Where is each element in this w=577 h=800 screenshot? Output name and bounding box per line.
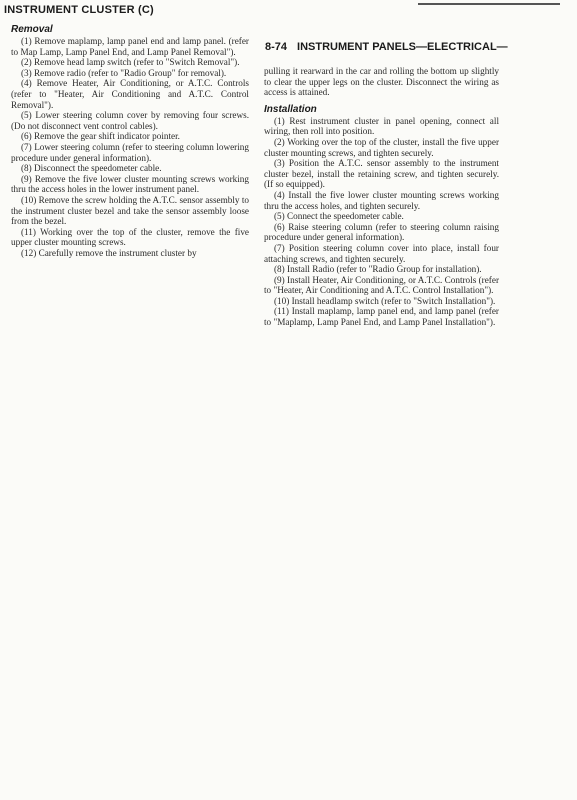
installation-step: (9) Install Heater, Air Conditioning, or A.T.C. Controls (refer to "Heater, Air Conditioning and A.T.C. Control Installation"). xyxy=(264,274,499,296)
installation-step: (8) Install Radio (refer to "Radio Group for installation). xyxy=(274,264,482,275)
removal-step: (9) Remove the five lower cluster mounting screws working thru the access holes in the lower instrument panel. xyxy=(11,173,249,195)
installation-step: (7) Position steering column cover into place, install four attaching screws, and tighten securely. xyxy=(264,242,499,264)
removal-step: (1) Remove maplamp, lamp panel end and lamp panel. (refer to Map Lamp, Lamp Panel End, and Lamp Panel Removal"). xyxy=(11,36,249,57)
installation-step: (6) Raise steering column (refer to steering column raising procedure under general information). xyxy=(264,221,499,243)
left-column xyxy=(11,24,249,258)
installation-step: (3) Position the A.T.C. sensor assembly to the instrument cluster bezel, install the retaining screw, and tighten securely. (If so equipped). xyxy=(264,158,499,190)
removal-step: (3) Remove radio (refer to "Radio Group" for removal). xyxy=(21,67,227,78)
installation-heading: Installation xyxy=(264,103,317,115)
top-rule xyxy=(418,3,560,5)
right-column xyxy=(264,66,499,328)
removal-step: (8) Disconnect the speedometer cable. xyxy=(21,163,162,174)
removal-step: (6) Remove the gear shift indicator pointer. xyxy=(21,131,180,142)
removal-step: (2) Remove head lamp switch (refer to "Switch Removal"). xyxy=(21,57,240,68)
removal-continuation: pulling it rearward in the car and rolling the bottom up slightly to clear the upper legs on the cluster. Disconnect the wiring as access is attained. xyxy=(264,66,499,98)
installation-step: (10) Install headlamp switch (refer to "Switch Installation"). xyxy=(274,295,496,306)
removal-step: (11) Working over the top of the cluster, remove the five upper cluster mounting screws. xyxy=(11,226,249,248)
page-number: 8-74 xyxy=(265,41,288,53)
removal-step: (10) Remove the screw holding the A.T.C. sensor assembly to the instrument cluster bezel and take the sensor assembly loose from the bezel. xyxy=(11,194,249,227)
installation-step: (1) Rest instrument cluster in panel opening, connect all wiring, then roll into position. xyxy=(264,115,499,137)
section-title: INSTRUMENT CLUSTER (C) xyxy=(4,4,154,16)
installation-step: (11) Install maplamp, lamp panel end, and lamp panel (refer to "Maplamp, Lamp Panel End, and Lamp Panel Installation"). xyxy=(264,306,499,328)
page-header xyxy=(265,41,515,53)
removal-step: (5) Lower steering column cover by removing four screws. (Do not disconnect vent control cables). xyxy=(11,110,249,131)
installation-step: (5) Connect the speedometer cable. xyxy=(274,211,404,222)
removal-heading: Removal xyxy=(11,24,53,35)
installation-step: (4) Install the five lower cluster mounting screws working thru the access holes, and tighten securely. xyxy=(264,189,499,211)
removal-step: (7) Lower steering column (refer to steering column lowering procedure under general information). xyxy=(11,141,249,163)
removal-step: (4) Remove Heater, Air Conditioning, or A.T.C. Controls (refer to "Heater, Air Conditioning and A.T.C. Control Removal"). xyxy=(11,78,249,110)
installation-step: (2) Working over the top of the cluster, install the five upper cluster mounting screws, and tighten securely. xyxy=(264,136,499,158)
removal-step: (12) Carefully remove the instrument cluster by xyxy=(21,247,197,258)
page-title: INSTRUMENT PANELS—ELECTRICAL— xyxy=(297,41,508,53)
